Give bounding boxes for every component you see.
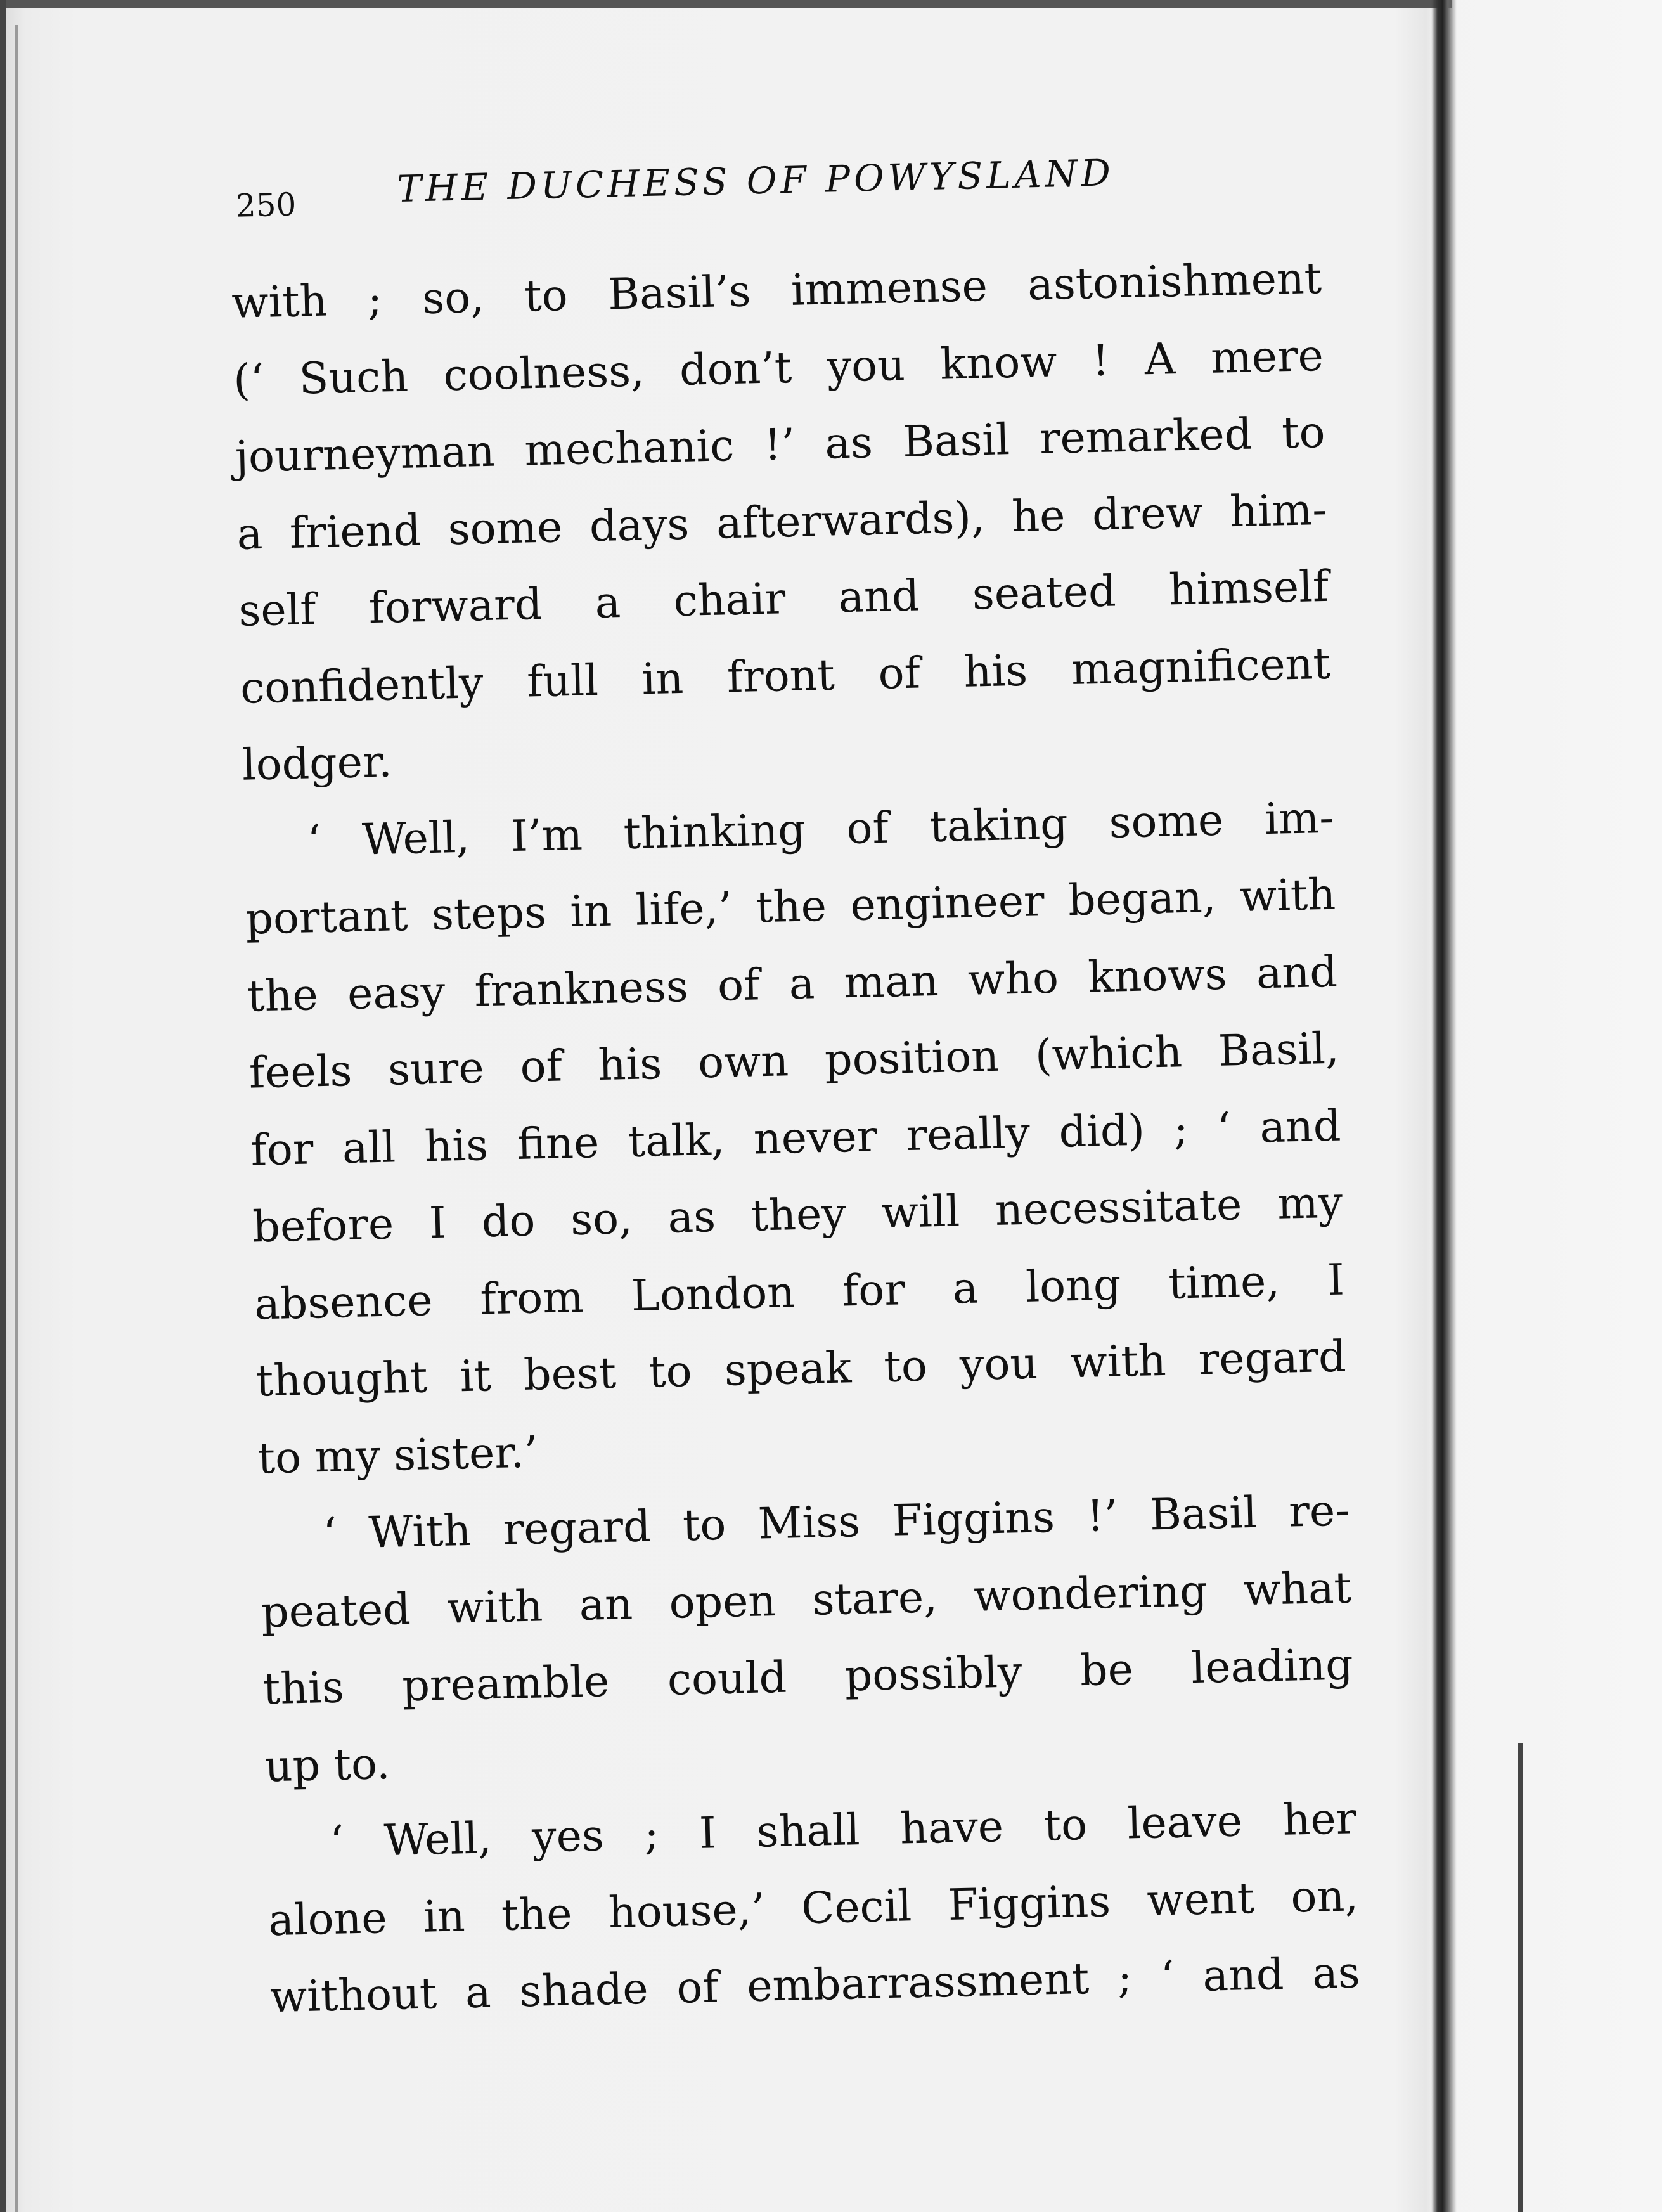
text-line: this preamble could possibly be leading [262,1640,1354,1715]
text-line: ‘ Well, yes ; I shall have to leave her [329,1794,1357,1868]
text-line: absence from London for a long time, I [254,1255,1345,1330]
text-line: thought it best to speak to you with regard [255,1331,1347,1407]
text-line: ‘ With regard to Miss Figgins !’ Basil re- [322,1485,1350,1560]
text-line: lodger. [242,737,393,791]
book-page [228,127,1361,2036]
text-line: alone in the house,’ Cecil Figgins went on, [267,1870,1359,1946]
text-line: without a shade of embarrassment ; ‘ and as [269,1948,1361,2023]
text-line: confidently full in front of his magnificent [240,638,1331,714]
running-head: THE DUCHESS OF POWYSLAND [396,151,1115,210]
scan-left-edge [0,0,6,2212]
text-line: (‘ Such coolness, don’t you know ! A mere [233,330,1324,406]
text-line: journeyman mechanic !’ as Basil remarked to [235,407,1326,482]
scan-top-edge [0,0,1452,8]
text-line: feels sure of his own position (which Basil, [248,1023,1340,1099]
body-text [231,240,1361,2036]
book-gutter-shadow [1518,1743,1523,2212]
text-line: before I do so, as they will necessitate my [252,1177,1343,1253]
text-line: peated with an open stare, wondering what [261,1562,1352,1638]
text-line: self forward a chair and seated himself [238,561,1329,637]
text-line: with ; so, to Basil’s immense astonishment [231,253,1322,328]
text-line: ‘ Well, I’m thinking of taking some im- [306,792,1335,866]
text-line: up to. [264,1738,391,1792]
text-line: to my sister.’ [257,1426,539,1484]
text-line: portant steps in life,’ the engineer began, with [245,869,1336,945]
text-line: a friend some days afterwards), he drew him- [236,484,1328,560]
text-line: for all his fine talk, never really did) ; ‘ and [250,1101,1342,1176]
text-line: the easy frankness of a man who knows and [247,947,1338,1022]
page-number: 250 [235,186,297,224]
book-gutter [1431,0,1457,2212]
scan-left-border [15,25,18,2212]
